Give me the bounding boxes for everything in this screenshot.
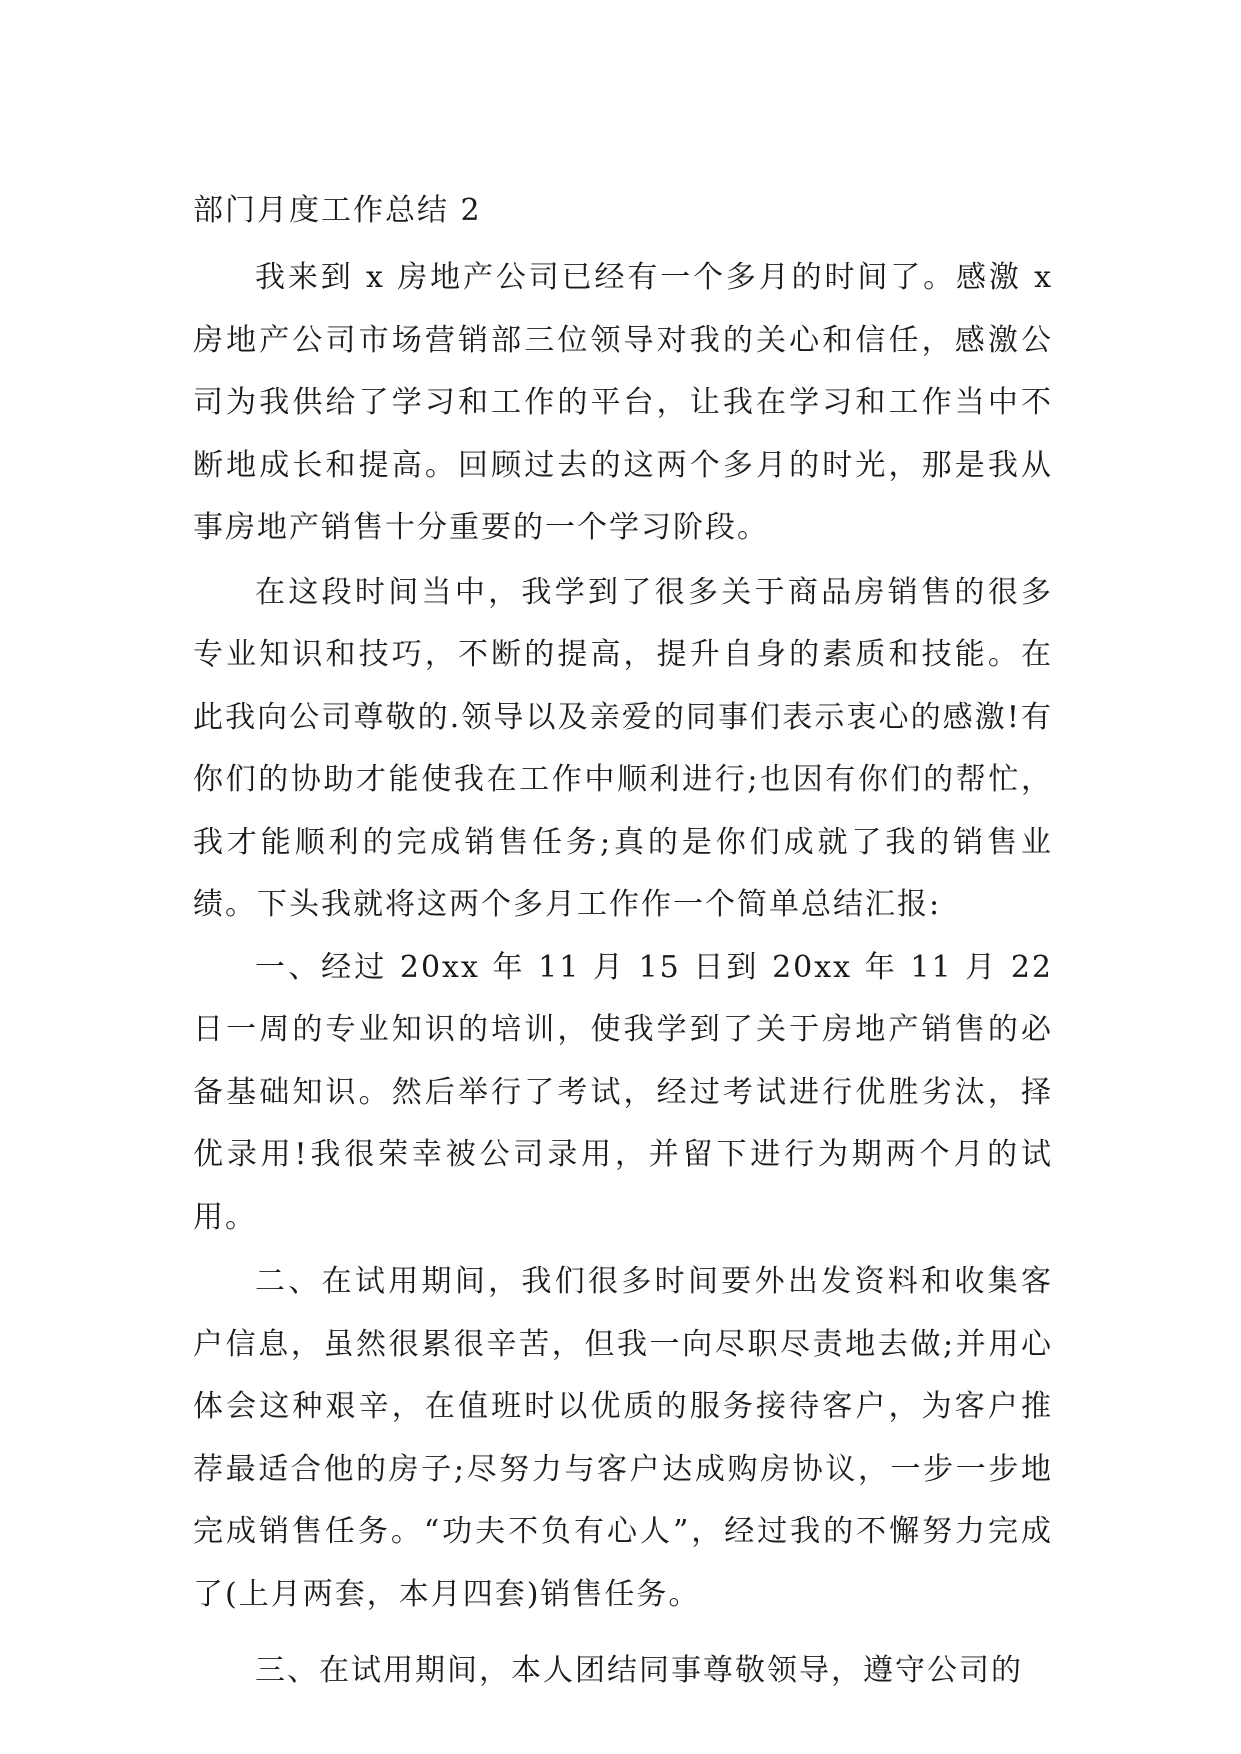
paragraph-section-two: 二、在试用期间，我们很多时间要外出发资料和收集客户信息，虽然很累很辛苦，但我一向尽职尽责地去做;并用心体会这种艰辛，在值班时以优质的服务接待客户，为客户推荐最适合他的房子;尽努力与客户达成购房协议，一步一步地完成销售任务。“功夫不负有心人”，经过我的不懈努力完成了(上月两套，本月四套)销售任务。 [193, 1264, 1053, 1612]
document-body [193, 185, 1053, 1703]
paragraph-section-one: 一、经过 20xx 年 11 月 15 日到 20xx 年 11 月 22 日一周的专业知识的培训，使我学到了关于房地产销售的必备基础知识。然后举行了考试，经过考试进行优胜劣汰，择优录用!我很荣幸被公司录用，并留下进行为期两个月的试用。 [193, 949, 1053, 1235]
document-title: 部门月度工作总结 2 [193, 193, 482, 228]
paragraph-learning: 在这段时间当中，我学到了很多关于商品房销售的很多专业知识和技巧，不断的提高，提升自身的素质和技能。在此我向公司尊敬的.领导以及亲爱的同事们表示衷心的感激!有你们的协助才能使我在工作中顺利进行;也因有你们的帮忙，我才能顺利的完成销售任务;真的是你们成就了我的销售业绩。下头我就将这两个多月工作作一个简单总结汇报: [193, 574, 1053, 922]
paragraph-section-three: 三、在试用期间，本人团结同事尊敬领导，遵守公司的 [255, 1653, 1023, 1688]
paragraph-intro: 我来到 x 房地产公司已经有一个多月的时间了。感激 x 房地产公司市场营销部三位领导对我的关心和信任，感激公司为我供给了学习和工作的平台，让我在学习和工作当中不断地成长和提高。回顾过去的这两个多月的时光，那是我从事房地产销售十分重要的一个学习阶段。 [193, 260, 1053, 545]
